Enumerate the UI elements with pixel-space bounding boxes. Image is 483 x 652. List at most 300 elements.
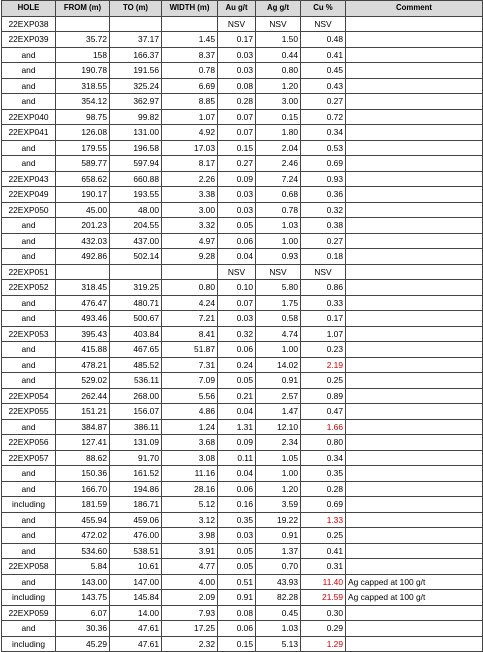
ag-cell: 1.80: [256, 125, 301, 141]
from-cell: 432.03: [56, 233, 110, 249]
table-row: [2, 481, 483, 497]
from-cell: 126.08: [56, 125, 110, 141]
from-cell: 318.45: [56, 280, 110, 296]
cu-cell: 0.43: [301, 78, 346, 94]
width-cell: 17.03: [162, 140, 218, 156]
ag-cell: 1.00: [256, 233, 301, 249]
cu-cell: 0.27: [301, 233, 346, 249]
comment-cell: [346, 94, 483, 110]
to-cell: 196.58: [110, 140, 162, 156]
ag-cell: NSV: [256, 16, 301, 32]
width-cell: 5.12: [162, 497, 218, 513]
from-cell: [56, 16, 110, 32]
width-cell: 4.86: [162, 404, 218, 420]
from-cell: 589.77: [56, 156, 110, 172]
ag-cell: 2.34: [256, 435, 301, 451]
from-cell: 201.23: [56, 218, 110, 234]
hole-cell: and: [2, 342, 56, 358]
ag-cell: 1.37: [256, 543, 301, 559]
cu-cell: 0.93: [301, 171, 346, 187]
cu-cell: 1.29: [301, 636, 346, 652]
to-cell: 191.56: [110, 63, 162, 79]
comment-cell: [346, 295, 483, 311]
cu-cell: 0.45: [301, 63, 346, 79]
to-cell: 485.52: [110, 357, 162, 373]
comment-cell: [346, 202, 483, 218]
au-cell: 0.03: [218, 528, 256, 544]
cu-cell: 0.27: [301, 94, 346, 110]
comment-cell: [346, 280, 483, 296]
to-cell: 386.11: [110, 419, 162, 435]
comment-cell: [346, 264, 483, 280]
width-cell: 2.32: [162, 636, 218, 652]
to-cell: 131.09: [110, 435, 162, 451]
from-cell: 415.88: [56, 342, 110, 358]
table-row: [2, 512, 483, 528]
ag-cell: 1.50: [256, 32, 301, 48]
table-row: [2, 419, 483, 435]
to-cell: 660.88: [110, 171, 162, 187]
hole-cell: including: [2, 497, 56, 513]
hole-cell: and: [2, 47, 56, 63]
au-cell: NSV: [218, 16, 256, 32]
ag-cell: 12.10: [256, 419, 301, 435]
to-cell: 47.61: [110, 636, 162, 652]
width-cell: [162, 16, 218, 32]
hole-cell: 22EXP040: [2, 109, 56, 125]
from-cell: 478.21: [56, 357, 110, 373]
cu-cell: NSV: [301, 264, 346, 280]
au-cell: 0.24: [218, 357, 256, 373]
cu-cell: 0.30: [301, 605, 346, 621]
hole-cell: 22EXP050: [2, 202, 56, 218]
comment-cell: [346, 171, 483, 187]
width-cell: 8.41: [162, 326, 218, 342]
hole-cell: and: [2, 311, 56, 327]
comment-cell: [346, 373, 483, 389]
comment-cell: [346, 156, 483, 172]
au-cell: 0.03: [218, 187, 256, 203]
ag-cell: 0.15: [256, 109, 301, 125]
width-cell: [162, 264, 218, 280]
cu-cell: NSV: [301, 16, 346, 32]
width-cell: 3.32: [162, 218, 218, 234]
from-cell: 395.43: [56, 326, 110, 342]
cu-cell: 11.40: [301, 574, 346, 590]
table-row: [2, 218, 483, 234]
width-cell: 1.24: [162, 419, 218, 435]
hole-cell: and: [2, 373, 56, 389]
from-cell: 472.02: [56, 528, 110, 544]
table-row: [2, 32, 483, 48]
comment-cell: [346, 621, 483, 637]
header-hole: HOLE: [2, 1, 56, 17]
table-row: [2, 78, 483, 94]
to-cell: 538.51: [110, 543, 162, 559]
assay-results-table: [1, 0, 483, 652]
au-cell: 0.08: [218, 605, 256, 621]
hole-cell: 22EXP055: [2, 404, 56, 420]
width-cell: 8.17: [162, 156, 218, 172]
width-cell: 2.26: [162, 171, 218, 187]
hole-cell: and: [2, 528, 56, 544]
cu-cell: 0.86: [301, 280, 346, 296]
comment-cell: [346, 357, 483, 373]
table-row: [2, 450, 483, 466]
width-cell: 3.68: [162, 435, 218, 451]
hole-cell: 22EXP059: [2, 605, 56, 621]
cu-cell: 0.33: [301, 295, 346, 311]
to-cell: 459.06: [110, 512, 162, 528]
table-row: [2, 202, 483, 218]
cu-cell: 0.69: [301, 497, 346, 513]
to-cell: 193.55: [110, 187, 162, 203]
from-cell: 45.00: [56, 202, 110, 218]
cu-cell: 0.31: [301, 559, 346, 575]
to-cell: 437.00: [110, 233, 162, 249]
hole-cell: and: [2, 481, 56, 497]
comment-cell: [346, 32, 483, 48]
width-cell: 3.12: [162, 512, 218, 528]
width-cell: 5.56: [162, 388, 218, 404]
cu-cell: 0.69: [301, 156, 346, 172]
cu-cell: 1.66: [301, 419, 346, 435]
from-cell: 354.12: [56, 94, 110, 110]
cu-cell: 0.47: [301, 404, 346, 420]
cu-cell: 0.25: [301, 528, 346, 544]
au-cell: 0.04: [218, 404, 256, 420]
table-row: [2, 621, 483, 637]
from-cell: 143.75: [56, 590, 110, 606]
comment-cell: [346, 605, 483, 621]
cu-cell: 0.38: [301, 218, 346, 234]
cu-cell: 0.28: [301, 481, 346, 497]
ag-cell: 2.57: [256, 388, 301, 404]
hole-cell: including: [2, 590, 56, 606]
width-cell: 7.93: [162, 605, 218, 621]
ag-cell: 1.20: [256, 78, 301, 94]
width-cell: 8.37: [162, 47, 218, 63]
ag-cell: 1.20: [256, 481, 301, 497]
cu-cell: 0.23: [301, 342, 346, 358]
table-row: [2, 311, 483, 327]
ag-cell: 3.00: [256, 94, 301, 110]
from-cell: 262.44: [56, 388, 110, 404]
table-row: [2, 388, 483, 404]
to-cell: 403.84: [110, 326, 162, 342]
from-cell: 534.60: [56, 543, 110, 559]
au-cell: 0.03: [218, 63, 256, 79]
table-row: [2, 16, 483, 32]
au-cell: 0.03: [218, 202, 256, 218]
ag-cell: 1.00: [256, 342, 301, 358]
hole-cell: 22EXP041: [2, 125, 56, 141]
table-row: [2, 357, 483, 373]
ag-cell: 2.46: [256, 156, 301, 172]
ag-cell: 4.74: [256, 326, 301, 342]
to-cell: 194.86: [110, 481, 162, 497]
ag-cell: 0.70: [256, 559, 301, 575]
ag-cell: 14.02: [256, 357, 301, 373]
hole-cell: and: [2, 94, 56, 110]
au-cell: 0.03: [218, 311, 256, 327]
from-cell: 190.78: [56, 63, 110, 79]
header-ag: Ag g/t: [256, 1, 301, 17]
table-row: [2, 156, 483, 172]
table-row: [2, 280, 483, 296]
header-to: TO (m): [110, 1, 162, 17]
width-cell: 9.28: [162, 249, 218, 265]
to-cell: [110, 16, 162, 32]
hole-cell: 22EXP058: [2, 559, 56, 575]
width-cell: 4.97: [162, 233, 218, 249]
comment-cell: [346, 326, 483, 342]
width-cell: 1.45: [162, 32, 218, 48]
width-cell: 3.00: [162, 202, 218, 218]
hole-cell: 22EXP039: [2, 32, 56, 48]
table-row: [2, 559, 483, 575]
au-cell: 0.06: [218, 621, 256, 637]
width-cell: 3.38: [162, 187, 218, 203]
table-row: [2, 373, 483, 389]
to-cell: 48.00: [110, 202, 162, 218]
hole-cell: and: [2, 218, 56, 234]
header-from: FROM (m): [56, 1, 110, 17]
comment-cell: [346, 63, 483, 79]
table-row: [2, 590, 483, 606]
from-cell: 318.55: [56, 78, 110, 94]
width-cell: 6.69: [162, 78, 218, 94]
to-cell: 10.61: [110, 559, 162, 575]
to-cell: 186.71: [110, 497, 162, 513]
from-cell: 35.72: [56, 32, 110, 48]
width-cell: 0.80: [162, 280, 218, 296]
comment-cell: [346, 512, 483, 528]
hole-cell: and: [2, 140, 56, 156]
ag-cell: 82.28: [256, 590, 301, 606]
from-cell: 45.29: [56, 636, 110, 652]
cu-cell: 0.80: [301, 435, 346, 451]
comment-cell: [346, 481, 483, 497]
comment-cell: [346, 543, 483, 559]
to-cell: 156.07: [110, 404, 162, 420]
cu-cell: 21.59: [301, 590, 346, 606]
table-row: [2, 497, 483, 513]
width-cell: 4.77: [162, 559, 218, 575]
comment-cell: [346, 450, 483, 466]
ag-cell: 5.13: [256, 636, 301, 652]
au-cell: 0.91: [218, 590, 256, 606]
from-cell: 98.75: [56, 109, 110, 125]
hole-cell: and: [2, 574, 56, 590]
au-cell: 0.05: [218, 559, 256, 575]
to-cell: 268.00: [110, 388, 162, 404]
au-cell: 0.05: [218, 218, 256, 234]
cu-cell: 0.18: [301, 249, 346, 265]
header-cu: Cu %: [301, 1, 346, 17]
width-cell: 1.07: [162, 109, 218, 125]
table-body: [2, 16, 483, 652]
comment-cell: [346, 404, 483, 420]
au-cell: 0.32: [218, 326, 256, 342]
comment-cell: [346, 16, 483, 32]
table-row: [2, 94, 483, 110]
au-cell: 0.07: [218, 125, 256, 141]
from-cell: 658.62: [56, 171, 110, 187]
from-cell: 492.86: [56, 249, 110, 265]
au-cell: 0.06: [218, 481, 256, 497]
to-cell: 597.94: [110, 156, 162, 172]
au-cell: 0.15: [218, 140, 256, 156]
hole-cell: and: [2, 357, 56, 373]
to-cell: 536.11: [110, 373, 162, 389]
ag-cell: 2.04: [256, 140, 301, 156]
au-cell: 0.09: [218, 435, 256, 451]
comment-cell: [346, 419, 483, 435]
au-cell: 0.07: [218, 109, 256, 125]
table-row: [2, 47, 483, 63]
width-cell: 0.78: [162, 63, 218, 79]
hole-cell: and: [2, 466, 56, 482]
comment-cell: [346, 497, 483, 513]
ag-cell: 3.59: [256, 497, 301, 513]
cu-cell: 0.29: [301, 621, 346, 637]
width-cell: 2.09: [162, 590, 218, 606]
to-cell: 91.70: [110, 450, 162, 466]
comment-cell: [346, 466, 483, 482]
ag-cell: 0.93: [256, 249, 301, 265]
au-cell: 0.27: [218, 156, 256, 172]
comment-cell: [346, 559, 483, 575]
au-cell: 0.11: [218, 450, 256, 466]
au-cell: 0.21: [218, 388, 256, 404]
table-row: [2, 574, 483, 590]
width-cell: 3.98: [162, 528, 218, 544]
width-cell: 7.31: [162, 357, 218, 373]
ag-cell: NSV: [256, 264, 301, 280]
header-width: WIDTH (m): [162, 1, 218, 17]
header-au: Au g/t: [218, 1, 256, 17]
table-row: [2, 187, 483, 203]
ag-cell: 0.91: [256, 373, 301, 389]
comment-cell: [346, 233, 483, 249]
from-cell: 476.47: [56, 295, 110, 311]
cu-cell: 1.07: [301, 326, 346, 342]
to-cell: 467.65: [110, 342, 162, 358]
table-row: [2, 636, 483, 652]
au-cell: 0.04: [218, 466, 256, 482]
table-row: [2, 125, 483, 141]
comment-cell: Ag capped at 100 g/t: [346, 590, 483, 606]
width-cell: 4.00: [162, 574, 218, 590]
hole-cell: 22EXP057: [2, 450, 56, 466]
to-cell: 99.82: [110, 109, 162, 125]
hole-cell: 22EXP052: [2, 280, 56, 296]
table-row: [2, 63, 483, 79]
hole-cell: and: [2, 419, 56, 435]
au-cell: 0.35: [218, 512, 256, 528]
au-cell: NSV: [218, 264, 256, 280]
comment-cell: [346, 249, 483, 265]
table-row: [2, 404, 483, 420]
table-row: [2, 342, 483, 358]
table-row: [2, 140, 483, 156]
table-row: [2, 528, 483, 544]
ag-cell: 1.47: [256, 404, 301, 420]
to-cell: 131.00: [110, 125, 162, 141]
width-cell: 4.92: [162, 125, 218, 141]
au-cell: 0.03: [218, 47, 256, 63]
au-cell: 0.08: [218, 78, 256, 94]
au-cell: 0.09: [218, 171, 256, 187]
ag-cell: 1.75: [256, 295, 301, 311]
cu-cell: 0.34: [301, 125, 346, 141]
cu-cell: 0.35: [301, 466, 346, 482]
width-cell: 3.08: [162, 450, 218, 466]
comment-cell: Ag capped at 100 g/t: [346, 574, 483, 590]
table-row: [2, 543, 483, 559]
hole-cell: and: [2, 156, 56, 172]
comment-cell: [346, 435, 483, 451]
ag-cell: 0.45: [256, 605, 301, 621]
from-cell: 5.84: [56, 559, 110, 575]
comment-cell: [346, 342, 483, 358]
width-cell: 17.25: [162, 621, 218, 637]
width-cell: 7.21: [162, 311, 218, 327]
from-cell: 181.59: [56, 497, 110, 513]
width-cell: 4.24: [162, 295, 218, 311]
from-cell: 384.87: [56, 419, 110, 435]
au-cell: 0.10: [218, 280, 256, 296]
to-cell: 319.25: [110, 280, 162, 296]
table-row: [2, 109, 483, 125]
to-cell: 147.00: [110, 574, 162, 590]
cu-cell: 1.33: [301, 512, 346, 528]
au-cell: 0.28: [218, 94, 256, 110]
to-cell: 37.17: [110, 32, 162, 48]
au-cell: 0.05: [218, 373, 256, 389]
from-cell: 150.36: [56, 466, 110, 482]
cu-cell: 0.41: [301, 543, 346, 559]
comment-cell: [346, 47, 483, 63]
hole-cell: and: [2, 621, 56, 637]
to-cell: 502.14: [110, 249, 162, 265]
cu-cell: 0.36: [301, 187, 346, 203]
from-cell: [56, 264, 110, 280]
from-cell: 127.41: [56, 435, 110, 451]
au-cell: 0.06: [218, 342, 256, 358]
width-cell: 28.16: [162, 481, 218, 497]
comment-cell: [346, 78, 483, 94]
ag-cell: 0.58: [256, 311, 301, 327]
to-cell: [110, 264, 162, 280]
to-cell: 161.52: [110, 466, 162, 482]
au-cell: 0.16: [218, 497, 256, 513]
cu-cell: 0.32: [301, 202, 346, 218]
hole-cell: 22EXP054: [2, 388, 56, 404]
au-cell: 0.17: [218, 32, 256, 48]
ag-cell: 1.03: [256, 218, 301, 234]
header-row: [2, 1, 483, 17]
ag-cell: 5.80: [256, 280, 301, 296]
from-cell: 151.21: [56, 404, 110, 420]
cu-cell: 2.19: [301, 357, 346, 373]
ag-cell: 19.22: [256, 512, 301, 528]
hole-cell: and: [2, 543, 56, 559]
cu-cell: 0.53: [301, 140, 346, 156]
cu-cell: 0.41: [301, 47, 346, 63]
hole-cell: 22EXP051: [2, 264, 56, 280]
